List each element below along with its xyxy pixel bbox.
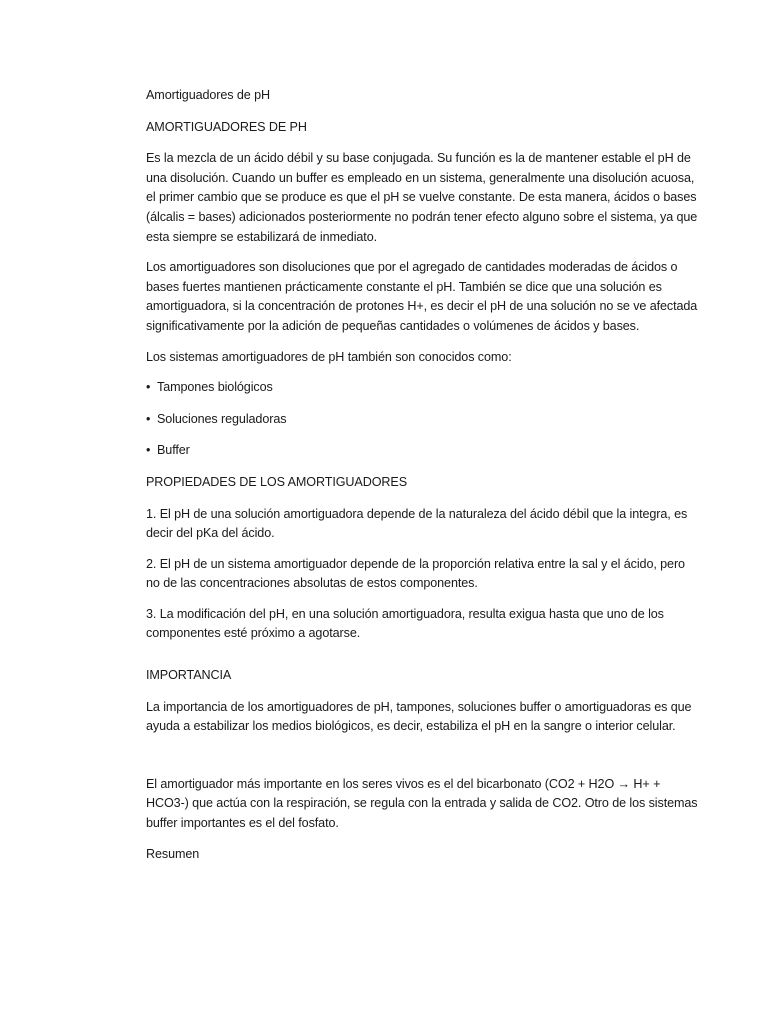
bullet-icon: • (146, 443, 151, 458)
importance-heading: IMPORTANCIA (146, 668, 232, 683)
bicarbonate-paragraph: El amortiguador más importante en los seres vivos es el del bicarbonato (CO2 + H2O → H+ + HCO3-) que actúa con la respiración, se regula con la entrada y salida de CO2. Otro de los sistemas buffer importantes es el del fosfato. (146, 776, 698, 831)
property-item: 3. La modificación del pH, en una solución amortiguadora, resulta exigua hasta que uno de los componentes esté próximo a agotarse. (146, 606, 664, 641)
importance-paragraph: La importancia de los amortiguadores de pH, tampones, soluciones buffer o amortiguadoras es que ayuda a estabilizar los medios biológicos, es decir, estabiliza el pH en la sangre o interior celular. (146, 699, 692, 734)
bullet-icon: • (146, 380, 151, 395)
document-title: Amortiguadores de pH (146, 88, 271, 102)
section-heading: AMORTIGUADORES DE PH (146, 119, 307, 134)
property-item: 1. El pH de una solución amortiguadora depende de la naturaleza del ácido débil que la integra, es decir del pKa del ácido. (146, 506, 688, 541)
list-item-label: Soluciones reguladoras (157, 411, 287, 426)
intro-paragraph: Es la mezcla de un ácido débil y su base conjugada. Su función es la de mantener estable el pH de una disolución. Cuando un buffer es empleado en un sistema, generalmente una disolución acuosa, el primer cambio que se produce es que el pH se vuelve constante. De esta manera, ácidos o bases (álcalis = bases) adicionados posteriormente no podrán tener efecto alguno sobre el sistema, ya que esta siempre se estabilizará de inmediato. (146, 151, 698, 244)
definition-paragraph: Los amortiguadores son disoluciones que por el agregado de cantidades moderadas de ácidos o bases fuertes mantienen prácticamente constante el pH. También se dice que una solución es amortiguadora, si la concentración de protones H+, es decir el pH de una solución no se ve afectada significativamente por la adición de pequeñas cantidades o volúmenes de ácidos y bases. (146, 260, 698, 333)
properties-heading: PROPIEDADES DE LOS AMORTIGUADORES (146, 474, 407, 489)
list-item-label: Buffer (157, 443, 190, 458)
list-item-label: Tampones biológicos (157, 380, 273, 395)
list-item (146, 410, 702, 430)
property-item: 2. El pH de un sistema amortiguador depende de la proporción relativa entre la sal y el ácido, pero no de las concentraciones absolutas de estos componentes. (146, 556, 685, 591)
known-as-intro: Los sistemas amortiguadores de pH también son conocidos como: (146, 349, 512, 364)
list-item (146, 441, 702, 461)
document-body (146, 86, 702, 875)
summary-label: Resumen (146, 846, 200, 861)
bullet-icon: • (146, 411, 151, 426)
list-item (146, 378, 702, 398)
